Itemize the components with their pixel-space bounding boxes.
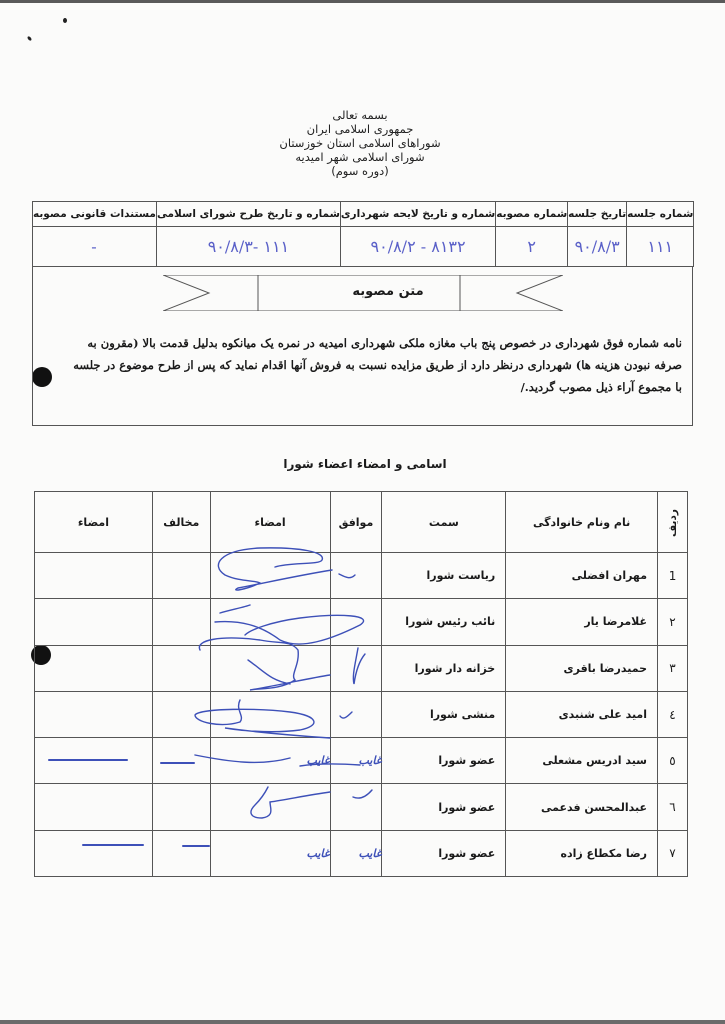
- member-oppose: [152, 553, 210, 599]
- member-oppose: [152, 691, 210, 737]
- member-row-number: ٤: [658, 691, 688, 737]
- resolution-text-line: با مجموع آراء ذیل مصوب گردید./: [520, 380, 682, 394]
- member-name: غلامرضا یار: [506, 599, 658, 645]
- member-row: [35, 784, 688, 830]
- oppose-dash: [160, 762, 195, 764]
- scan-edge-top: [0, 0, 725, 3]
- municipal-bill-value: ۸۱۳۲ - ۹۰/۸/۲: [370, 237, 466, 256]
- member-row-number: ٥: [658, 738, 688, 784]
- member-row: [35, 553, 688, 599]
- col-council-plan: شماره و تاریخ طرح شورای اسلامی: [156, 202, 340, 227]
- member-row-number: ۷: [658, 830, 688, 876]
- member-signature-2: [35, 830, 153, 876]
- member-signature: [210, 553, 330, 599]
- col-municipal-bill: شماره و تاریخ لایحه شهرداری: [340, 202, 495, 227]
- resolution-text-line: صرفه نبودن هزینه ها) شهرداری درنظر دارد از طریق مزایده نسبت به فروش آنها اقدام نماید که پس از طرح موضوع در جلسه: [73, 358, 682, 372]
- member-signature-2: [35, 784, 153, 830]
- member-signature-2: [35, 599, 153, 645]
- member-agree: غایب: [330, 830, 382, 876]
- member-signature-2: [35, 553, 153, 599]
- session-number-value: ۱۱۱: [647, 237, 674, 256]
- member-row: [35, 599, 688, 645]
- scan-speck: [27, 36, 33, 42]
- session-date-value: ۹۰/۸/۳: [574, 237, 620, 256]
- oppose-dash: [82, 844, 144, 846]
- member-name: رضا مکطاع زاده: [506, 830, 658, 876]
- member-name: امید علی شنبدی: [506, 691, 658, 737]
- oppose-dash: [182, 845, 210, 847]
- member-signature: غایب: [210, 830, 330, 876]
- member-row: [35, 645, 688, 691]
- col-position: سمت: [382, 492, 506, 553]
- member-row: [35, 738, 688, 784]
- resolution-table-header: [33, 202, 694, 227]
- col-legal-basis: مستندات قانونی مصوبه: [33, 202, 157, 227]
- member-agree: [330, 784, 382, 830]
- header-line: جمهوری اسلامی ایران: [306, 122, 414, 136]
- member-position: عضو شورا: [382, 830, 506, 876]
- member-agree: [330, 599, 382, 645]
- scan-speck: [63, 18, 67, 23]
- col-session-date: تاریخ جلسه: [568, 202, 627, 227]
- member-agree: [330, 645, 382, 691]
- member-oppose: [152, 645, 210, 691]
- council-plan-value: ۱۱۱ -۹۰/۸/۳: [207, 237, 290, 256]
- resolution-number-value: ۲: [527, 237, 536, 256]
- resolution-text-title: متن مصوبه: [352, 284, 424, 299]
- header-line: شورای اسلامی شهر امیدیه: [295, 150, 425, 164]
- member-signature: [210, 691, 330, 737]
- members-section-title: اسامی و امضاء اعضاء شورا: [283, 457, 447, 471]
- member-name: مهران افضلی: [506, 553, 658, 599]
- member-row-number: ۳: [658, 645, 688, 691]
- col-resolution-number: شماره مصوبه: [496, 202, 568, 227]
- member-signature: غایب: [210, 738, 330, 784]
- col-row-number: ردیف: [658, 492, 688, 553]
- member-row-number: ٦: [658, 784, 688, 830]
- legal-basis-value: -: [91, 237, 98, 256]
- member-position: ریاست شورا: [382, 553, 506, 599]
- col-full-name: نام ونام خانوادگی: [506, 492, 658, 553]
- member-position: نائب رئیس شورا: [382, 599, 506, 645]
- members-table-header: [35, 492, 688, 553]
- member-name: حمیدرضا باقری: [506, 645, 658, 691]
- resolution-text-box: [32, 266, 693, 426]
- header-line: (دوره سوم): [331, 164, 389, 178]
- member-row-number: 1: [658, 553, 688, 599]
- member-signature: [210, 784, 330, 830]
- col-signature-2: امضاء: [35, 492, 153, 553]
- resolution-info-table: [32, 201, 694, 267]
- member-agree: غایب: [330, 738, 382, 784]
- member-signature-2: [35, 645, 153, 691]
- col-session-number: شماره جلسه: [627, 202, 694, 227]
- member-position: عضو شورا: [382, 738, 506, 784]
- oppose-dash: [48, 759, 128, 761]
- member-name: عبدالمحسن فدعمی: [506, 784, 658, 830]
- document-header: [200, 108, 520, 178]
- member-oppose: [152, 784, 210, 830]
- member-signature-2: [35, 691, 153, 737]
- member-row-number: ۲: [658, 599, 688, 645]
- col-oppose: مخالف: [152, 492, 210, 553]
- member-oppose: [152, 599, 210, 645]
- member-position: منشی شورا: [382, 691, 506, 737]
- member-signature: [210, 599, 330, 645]
- resolution-text-body: [42, 332, 682, 398]
- header-line: بسمه تعالی: [332, 108, 388, 122]
- member-agree: [330, 691, 382, 737]
- member-oppose: [152, 738, 210, 784]
- scan-edge-bottom: [0, 1020, 725, 1024]
- member-row: [35, 830, 688, 876]
- resolution-text-line: نامه شماره فوق شهرداری در خصوص پنج باب مغازه ملکی شهرداری امیدیه در نمره یک میانکوه بدلیل قدمت بالا (مقرون به: [87, 336, 682, 350]
- member-signature: [210, 645, 330, 691]
- col-signature: امضاء: [210, 492, 330, 553]
- council-members-table: [34, 491, 688, 877]
- member-name: سید ادریس مشعلی: [506, 738, 658, 784]
- member-oppose: [152, 830, 210, 876]
- member-position: عضو شورا: [382, 784, 506, 830]
- col-agree: موافق: [330, 492, 382, 553]
- resolution-table-row: [33, 227, 694, 267]
- member-position: خزانه دار شورا: [382, 645, 506, 691]
- header-line: شوراهای اسلامی استان خوزستان: [279, 136, 441, 150]
- member-row: [35, 691, 688, 737]
- member-agree: [330, 553, 382, 599]
